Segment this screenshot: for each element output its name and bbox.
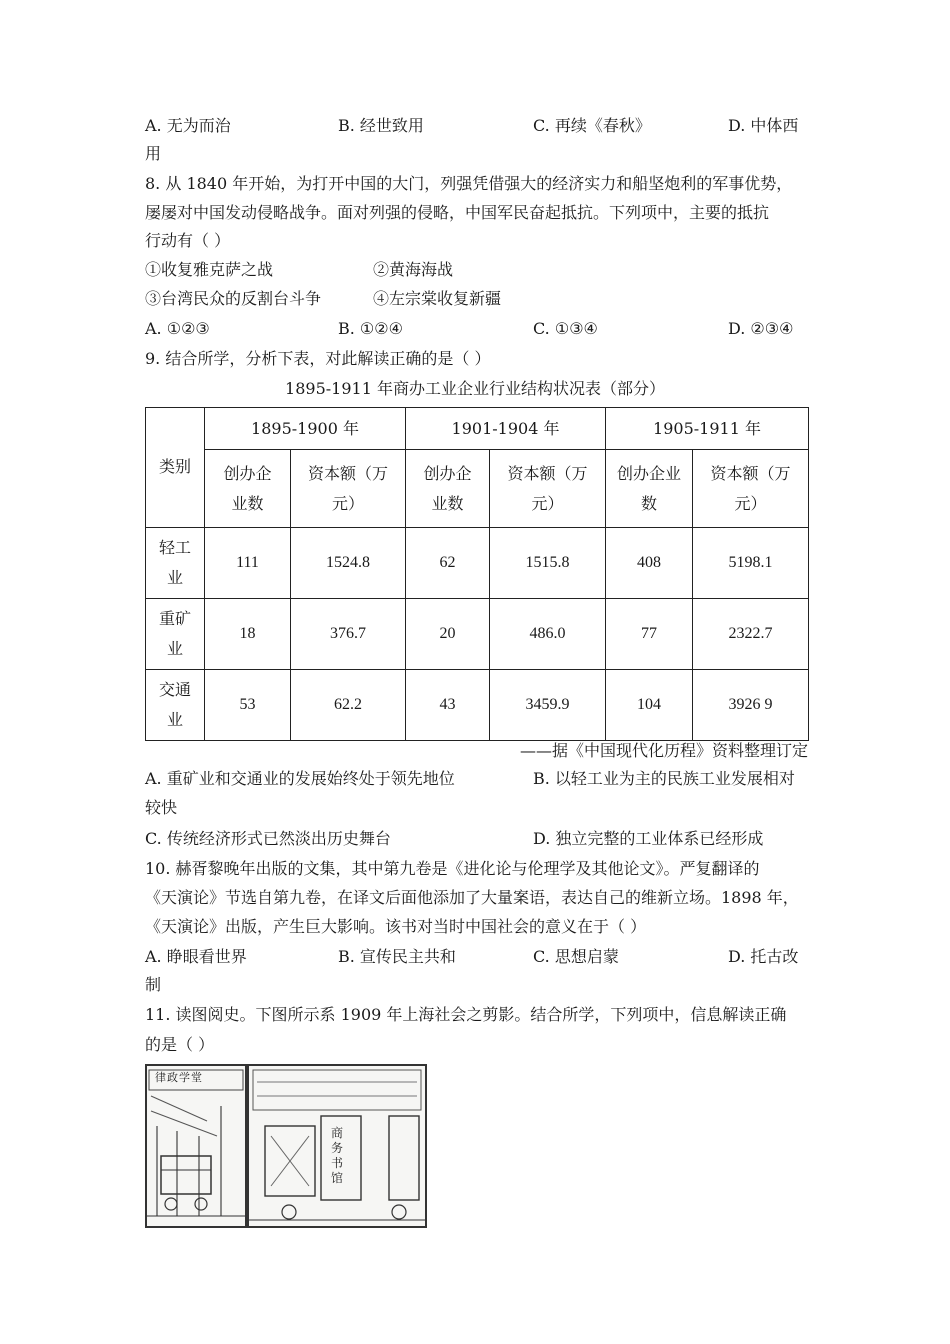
- q10-stem-line-1: 10. 赫胥黎晚年出版的文集，其中第九卷是《进化论与伦理学及其他论文》。严复翻译的: [145, 859, 760, 878]
- street-scene-right-image: [247, 1064, 427, 1228]
- sub-header-capital-1: 资本额（万元）: [291, 450, 406, 528]
- q8-item-4: ④左宗棠收复新疆: [373, 289, 502, 308]
- industry-structure-table: [145, 407, 809, 741]
- q8-stem-line-3: 行动有（ ）: [145, 231, 231, 250]
- table-cell: 3459.9: [490, 670, 606, 741]
- sub-header-count-1: 创办企业数: [205, 450, 291, 528]
- table-cell: 77: [606, 599, 693, 670]
- q10-option-b: B. 宣传民主共和: [338, 947, 456, 966]
- q7-option-d-wrap: 用: [145, 144, 162, 163]
- table-cell: 43: [406, 670, 490, 741]
- table-source: ——据《中国现代化历程》资料整理订定: [519, 741, 808, 760]
- period-header-2: 1901-1904 年: [406, 408, 606, 450]
- q8-item-1: ①收复雅克萨之战: [145, 260, 274, 279]
- table-cell: 53: [205, 670, 291, 741]
- q9-option-d: D. 独立完整的工业体系已经形成: [533, 829, 764, 848]
- q9-option-b: B. 以轻工业为主的民族工业发展相对: [533, 769, 795, 788]
- table-cell: 2322.7: [693, 599, 809, 670]
- q8-stem-line-1: 8. 从 1840 年开始，为打开中国的大门，列强凭借强大的经济实力和船坚炮利的军事优势，: [145, 174, 793, 193]
- q11-stem-line-2: 的是（ ）: [145, 1035, 215, 1054]
- q8-option-b: B. ①②④: [338, 319, 403, 338]
- table-cell: 104: [606, 670, 693, 741]
- q10-option-a: A. 睁眼看世界: [145, 947, 247, 966]
- table-cell: 3926 9: [693, 670, 809, 741]
- table-cell: 1515.8: [490, 528, 606, 599]
- q8-stem-line-2: 屡屡对中国发动侵略战争。面对列强的侵略，中国军民奋起抵抗。下列项中，主要的抵抗: [145, 203, 770, 222]
- q9-option-a: A. 重矿业和交通业的发展始终处于领先地位: [145, 769, 455, 788]
- table-cell: 376.7: [291, 599, 406, 670]
- street-sketch-left: [147, 1066, 245, 1226]
- row-name: 轻工业: [146, 528, 205, 599]
- q10-option-d-wrap: 制: [145, 975, 162, 994]
- sub-header-capital-2: 资本额（万元）: [490, 450, 606, 528]
- period-header-3: 1905-1911 年: [606, 408, 809, 450]
- q10-stem-line-2: 《天演论》节选自第九卷，在译文后面他添加了大量案语，表达自己的维新立场。1898 年，: [145, 888, 799, 907]
- q9-table-title: 1895-1911 年商办工业企业行业结构状况表（部分）: [285, 379, 665, 398]
- q8-item-2: ②黄海海战: [373, 260, 454, 279]
- category-header: 类别: [146, 408, 205, 528]
- table-cell: 5198.1: [693, 528, 809, 599]
- q7-option-d: D. 中体西: [728, 116, 799, 135]
- table-cell: 486.0: [490, 599, 606, 670]
- q9-stem: 9. 结合所学，分析下表，对此解读正确的是（ ）: [145, 349, 491, 368]
- table-cell: 1524.8: [291, 528, 406, 599]
- table-cell: 111: [205, 528, 291, 599]
- q9-option-b-wrap: 较快: [145, 798, 178, 817]
- q9-option-c: C. 传统经济形式已然淡出历史舞台: [145, 829, 391, 848]
- street-sign-right: 商务书馆: [331, 1126, 344, 1185]
- q8-option-d: D. ②③④: [728, 319, 794, 338]
- q8-item-3: ③台湾民众的反割台斗争: [145, 289, 322, 308]
- q7-option-a: A. 无为而治: [145, 116, 231, 135]
- table-cell: 18: [205, 599, 291, 670]
- q11-stem-line-1: 11. 读图阅史。下图所示系 1909 年上海社会之剪影。结合所学，下列项中，信息解读正确: [145, 1005, 787, 1024]
- q7-option-c: C. 再续《春秋》: [533, 116, 651, 135]
- row-name: 交通业: [146, 670, 205, 741]
- q10-stem-line-3: 《天演论》出版，产生巨大影响。该书对当时中国社会的意义在于（ ）: [145, 917, 647, 936]
- q10-option-d: D. 托古改: [728, 947, 799, 966]
- q8-option-a: A. ①②③: [145, 319, 210, 338]
- table-cell: 62: [406, 528, 490, 599]
- table-row: [146, 670, 809, 741]
- table-cell: 408: [606, 528, 693, 599]
- row-name: 重矿业: [146, 599, 205, 670]
- q7-option-b: B. 经世致用: [338, 116, 424, 135]
- street-sign-left: 律政学堂: [155, 1071, 203, 1084]
- street-scene-left-image: [145, 1064, 247, 1228]
- sub-header-capital-3: 资本额（万元）: [693, 450, 809, 528]
- table-row: [146, 528, 809, 599]
- period-header-1: 1895-1900 年: [205, 408, 406, 450]
- q8-option-c: C. ①③④: [533, 319, 598, 338]
- table-row: [146, 599, 809, 670]
- table-cell: 20: [406, 599, 490, 670]
- table-cell: 62.2: [291, 670, 406, 741]
- q10-option-c: C. 思想启蒙: [533, 947, 619, 966]
- sub-header-count-3: 创办企业数: [606, 450, 693, 528]
- sub-header-count-2: 创办企业数: [406, 450, 490, 528]
